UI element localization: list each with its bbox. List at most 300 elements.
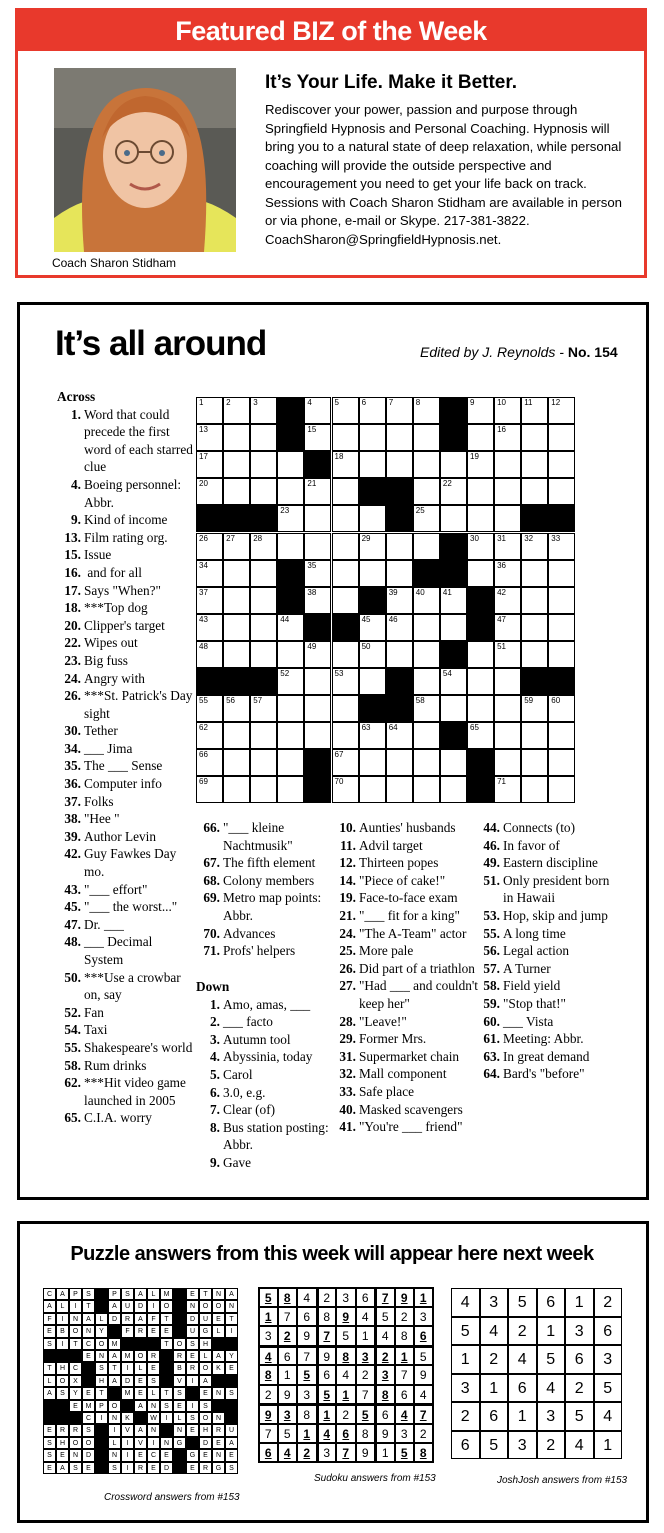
grid-cell[interactable] [521, 722, 548, 749]
grid-cell[interactable] [332, 587, 359, 614]
grid-cell[interactable] [413, 424, 440, 451]
grid-cell[interactable] [386, 451, 413, 478]
grid-cell[interactable] [250, 478, 277, 505]
grid-cell[interactable] [521, 451, 548, 478]
grid-cell[interactable] [250, 614, 277, 641]
black-square [108, 1387, 121, 1399]
grid-cell[interactable] [494, 614, 521, 641]
answer-letter: N [212, 1288, 225, 1300]
grid-cell[interactable] [359, 749, 386, 776]
cell-number: 58 [415, 696, 425, 706]
grid-cell[interactable] [332, 478, 359, 505]
grid-cell[interactable] [332, 722, 359, 749]
answer-letter: O [199, 1362, 212, 1374]
grid-cell[interactable] [548, 722, 575, 749]
grid-cell[interactable] [413, 451, 440, 478]
grid-cell[interactable] [521, 695, 548, 722]
answer-letter: E [56, 1449, 69, 1461]
grid-cell[interactable] [548, 614, 575, 641]
grid-cell[interactable] [440, 587, 467, 614]
answer-letter: Y [95, 1325, 108, 1337]
grid-cell[interactable] [494, 451, 521, 478]
clue-text: Field yield [503, 978, 561, 994]
grid-cell[interactable] [196, 722, 223, 749]
sudoku-cell: 5 [258, 1287, 278, 1307]
grid-cell[interactable] [467, 478, 494, 505]
grid-cell[interactable] [250, 695, 277, 722]
grid-cell[interactable] [359, 560, 386, 587]
answer-letter: E [186, 1350, 199, 1362]
sudoku-cell: 2 [395, 1307, 415, 1327]
grid-cell[interactable] [332, 505, 359, 532]
grid-cell[interactable] [304, 533, 331, 560]
answer-letter: R [186, 1362, 199, 1374]
grid-cell[interactable] [223, 695, 250, 722]
grid-cell[interactable] [223, 722, 250, 749]
grid-cell[interactable] [250, 397, 277, 424]
grid-cell[interactable] [359, 505, 386, 532]
clue-number: 62. [64, 1075, 81, 1091]
black-square [277, 587, 304, 614]
clue-text: Advil target [359, 837, 423, 853]
sudoku-cell: 4 [414, 1385, 434, 1405]
grid-cell[interactable] [413, 397, 440, 424]
cell-number: 68 [470, 750, 479, 760]
answer-letter: N [173, 1424, 186, 1436]
grid-cell[interactable] [467, 424, 494, 451]
clue-text: Boeing personnel: Abbr. [84, 476, 182, 510]
clue-item [476, 1065, 614, 1083]
clue-item [476, 907, 614, 925]
grid-cell[interactable] [386, 397, 413, 424]
grid-cell[interactable] [196, 749, 223, 776]
answer-letter: A [212, 1350, 225, 1362]
grid-cell[interactable] [196, 614, 223, 641]
grid-cell[interactable] [521, 533, 548, 560]
grid-cell[interactable] [521, 397, 548, 424]
grid-cell[interactable] [196, 587, 223, 614]
black-square [95, 1424, 108, 1436]
grid-cell[interactable] [277, 533, 304, 560]
grid-cell[interactable] [277, 505, 304, 532]
sudoku-cell: 6 [317, 1365, 337, 1385]
grid-cell[interactable] [440, 614, 467, 641]
grid-cell[interactable] [440, 776, 467, 803]
black-square [467, 749, 494, 776]
grid-cell[interactable] [386, 722, 413, 749]
clue-item [196, 1101, 336, 1119]
answer-letter: T [225, 1313, 238, 1325]
clue-item [476, 925, 614, 943]
cell-number: 13 [199, 425, 208, 435]
grid-cell[interactable] [304, 505, 331, 532]
clue-number: 21. [339, 907, 356, 923]
sudoku-cell: 6 [414, 1326, 434, 1346]
grid-cell[interactable] [494, 587, 521, 614]
grid-cell[interactable] [304, 641, 331, 668]
grid-cell[interactable] [223, 776, 250, 803]
featured-title: It’s Your Life. Make it Better. [265, 72, 517, 93]
clue-text: In great demand [503, 1048, 590, 1064]
grid-cell[interactable] [467, 397, 494, 424]
grid-cell[interactable] [359, 397, 386, 424]
grid-cell[interactable] [386, 424, 413, 451]
coach-photo [54, 68, 236, 252]
grid-cell[interactable] [304, 397, 331, 424]
grid-cell[interactable] [548, 695, 575, 722]
grid-cell[interactable] [223, 478, 250, 505]
cell-number: 10 [497, 398, 506, 407]
black-square [225, 1338, 238, 1350]
grid-cell[interactable] [250, 776, 277, 803]
clue-item [476, 837, 614, 855]
grid-cell[interactable] [521, 641, 548, 668]
grid-cell[interactable] [467, 451, 494, 478]
grid-cell[interactable] [196, 533, 223, 560]
answer-letter: O [69, 1437, 82, 1449]
clue-number: 33. [339, 1083, 356, 1099]
grid-cell[interactable] [223, 641, 250, 668]
clue-number: 11. [340, 837, 356, 853]
grid-cell[interactable] [521, 776, 548, 803]
grid-cell[interactable] [250, 749, 277, 776]
grid-cell[interactable] [467, 668, 494, 695]
clue-item [332, 1048, 478, 1066]
grid-cell[interactable] [196, 641, 223, 668]
grid-cell[interactable] [196, 560, 223, 587]
answer-letter: O [199, 1412, 212, 1424]
clue-number: 71. [203, 943, 220, 959]
grid-cell[interactable] [196, 478, 223, 505]
grid-cell[interactable] [413, 587, 440, 614]
grid-cell[interactable] [413, 478, 440, 505]
grid-cell[interactable] [548, 451, 575, 478]
down-clues-col3 [476, 819, 614, 1083]
clue-number: 29. [339, 1031, 356, 1047]
sudoku-cell: 3 [395, 1424, 415, 1444]
grid-cell[interactable] [467, 722, 494, 749]
answer-letter: A [225, 1437, 238, 1449]
grid-cell[interactable] [223, 749, 250, 776]
clue-number: 40. [339, 1101, 356, 1117]
cell-number: 69 [199, 777, 208, 787]
grid-cell[interactable] [332, 397, 359, 424]
clue-text: "Hee " [84, 811, 120, 827]
grid-cell[interactable] [250, 641, 277, 668]
clue-number: 48. [64, 934, 81, 950]
grid-cell[interactable] [304, 587, 331, 614]
grid-cell[interactable] [521, 478, 548, 505]
grid-cell[interactable] [332, 695, 359, 722]
grid-cell[interactable] [413, 776, 440, 803]
grid-cell[interactable] [196, 451, 223, 478]
grid-cell[interactable] [494, 478, 521, 505]
cell-number: 36 [497, 560, 506, 570]
grid-cell[interactable] [548, 397, 575, 424]
grid-cell[interactable] [440, 668, 467, 695]
black-square [173, 1462, 186, 1474]
grid-cell[interactable] [332, 776, 359, 803]
answer-letter: I [186, 1375, 199, 1387]
grid-cell[interactable] [494, 749, 521, 776]
grid-cell[interactable] [440, 451, 467, 478]
grid-cell[interactable] [277, 478, 304, 505]
grid-cell[interactable] [494, 695, 521, 722]
grid-cell[interactable] [223, 451, 250, 478]
clue-text: Issue [84, 547, 112, 563]
clue-number: 59. [483, 995, 500, 1011]
sudoku-cell: 2 [356, 1365, 376, 1385]
grid-cell[interactable] [521, 560, 548, 587]
cell-number: 54 [442, 669, 452, 678]
grid-cell[interactable] [332, 533, 359, 560]
clue-item [476, 1048, 614, 1066]
grid-cell[interactable] [386, 587, 413, 614]
grid-cell[interactable] [413, 668, 440, 695]
grid-cell[interactable] [304, 668, 331, 695]
answer-letter: E [43, 1462, 56, 1474]
answer-letter: O [173, 1338, 186, 1350]
answer-letter: U [121, 1300, 134, 1312]
answer-letter: G [199, 1325, 212, 1337]
grid-cell[interactable] [250, 722, 277, 749]
grid-cell[interactable] [494, 505, 521, 532]
clue-item [332, 889, 478, 907]
editor-text: Edited by J. Reynolds - [420, 344, 568, 360]
grid-cell[interactable] [223, 614, 250, 641]
clue-item [332, 854, 478, 872]
clue-item [57, 740, 193, 758]
grid-cell[interactable] [277, 776, 304, 803]
clue-text: ___ Vista [503, 1013, 554, 1029]
answer-letter: E [82, 1462, 95, 1474]
answer-letter: S [147, 1375, 160, 1387]
sudoku-cell: 9 [414, 1365, 434, 1385]
grid-cell[interactable] [548, 533, 575, 560]
grid-cell[interactable] [277, 749, 304, 776]
grid-cell[interactable] [250, 424, 277, 451]
grid-cell[interactable] [359, 614, 386, 641]
grid-cell[interactable] [196, 397, 223, 424]
grid-cell[interactable] [277, 641, 304, 668]
grid-cell[interactable] [440, 695, 467, 722]
grid-cell[interactable] [332, 749, 359, 776]
grid-cell[interactable] [386, 533, 413, 560]
clue-number: 65. [64, 1110, 81, 1126]
clue-text: Angry with [84, 670, 145, 686]
sudoku-cell: 6 [395, 1385, 415, 1405]
grid-cell[interactable] [332, 641, 359, 668]
grid-cell[interactable] [494, 397, 521, 424]
grid-cell[interactable] [386, 749, 413, 776]
grid-cell[interactable] [332, 451, 359, 478]
black-square [413, 560, 440, 587]
grid-cell[interactable] [332, 560, 359, 587]
sudoku-cell: 9 [395, 1287, 415, 1307]
clue-item [196, 889, 336, 924]
clue-item [57, 546, 193, 564]
grid-cell[interactable] [359, 424, 386, 451]
grid-cell[interactable] [413, 749, 440, 776]
joshjosh-answers-caption: JoshJosh answers from #153 [497, 1475, 628, 1486]
sudoku-cell: 8 [317, 1307, 337, 1327]
grid-cell[interactable] [359, 722, 386, 749]
answer-letter: S [108, 1462, 121, 1474]
grid-cell[interactable] [332, 424, 359, 451]
clue-item [57, 757, 193, 775]
grid-cell[interactable] [548, 424, 575, 451]
grid-cell[interactable] [250, 533, 277, 560]
grid-cell[interactable] [250, 451, 277, 478]
grid-cell[interactable] [413, 641, 440, 668]
clue-item [57, 916, 193, 934]
clue-number: 60. [483, 1013, 500, 1029]
cell-number: 70 [334, 777, 344, 787]
grid-cell[interactable] [250, 560, 277, 587]
grid-cell[interactable] [494, 668, 521, 695]
grid-cell[interactable] [413, 533, 440, 560]
grid-cell[interactable] [332, 668, 359, 695]
black-square [160, 1424, 173, 1436]
answer-letter: E [186, 1288, 199, 1300]
grid-cell[interactable] [548, 776, 575, 803]
clue-number: 54. [64, 1022, 81, 1038]
grid-cell[interactable] [304, 695, 331, 722]
grid-cell[interactable] [223, 424, 250, 451]
grid-cell[interactable] [196, 695, 223, 722]
answer-letter: A [225, 1288, 238, 1300]
joshjosh-cell: 6 [480, 1402, 509, 1431]
grid-cell[interactable] [277, 722, 304, 749]
cell-number: 65 [470, 723, 479, 733]
grid-cell[interactable] [386, 614, 413, 641]
grid-cell[interactable] [386, 641, 413, 668]
grid-cell[interactable] [223, 397, 250, 424]
clue-number: 32. [339, 1066, 356, 1082]
grid-cell[interactable] [304, 560, 331, 587]
clue-item [196, 1066, 336, 1084]
clue-number: 26. [339, 960, 356, 976]
grid-cell[interactable] [386, 560, 413, 587]
sudoku-cell: 1 [336, 1385, 356, 1405]
black-square [160, 1375, 173, 1387]
answer-letter: L [108, 1437, 121, 1449]
grid-cell[interactable] [250, 587, 277, 614]
grid-cell[interactable] [494, 424, 521, 451]
grid-cell[interactable] [304, 478, 331, 505]
grid-cell[interactable] [467, 695, 494, 722]
grid-cell[interactable] [440, 505, 467, 532]
grid-cell[interactable] [413, 695, 440, 722]
cell-number: 16 [497, 425, 506, 435]
grid-cell[interactable] [440, 749, 467, 776]
grid-cell[interactable] [413, 722, 440, 749]
grid-cell[interactable] [304, 722, 331, 749]
clue-number: 46. [483, 837, 500, 853]
grid-cell[interactable] [494, 776, 521, 803]
grid-cell[interactable] [359, 668, 386, 695]
grid-cell[interactable] [494, 641, 521, 668]
grid-cell[interactable] [467, 560, 494, 587]
black-square [440, 424, 467, 451]
grid-cell[interactable] [223, 533, 250, 560]
answer-letter: E [212, 1313, 225, 1325]
sudoku-cell: 4 [297, 1287, 317, 1307]
grid-cell[interactable] [196, 776, 223, 803]
clue-text: Rum drinks [84, 1057, 147, 1073]
clue-number: 64. [483, 1066, 500, 1082]
answer-letter: S [160, 1400, 173, 1412]
sudoku-cell: 8 [395, 1326, 415, 1346]
clue-text: "Piece of cake!" [359, 872, 446, 888]
grid-cell[interactable] [223, 560, 250, 587]
black-square [69, 1350, 82, 1362]
clue-item [196, 1048, 336, 1066]
grid-cell[interactable] [440, 478, 467, 505]
clue-text: Tether [84, 723, 118, 739]
grid-cell[interactable] [277, 451, 304, 478]
grid-cell[interactable] [413, 614, 440, 641]
grid-cell[interactable] [521, 614, 548, 641]
answer-letter: L [95, 1313, 108, 1325]
grid-cell[interactable] [467, 533, 494, 560]
clue-item [196, 1013, 336, 1031]
sudoku-cell: 7 [258, 1424, 278, 1444]
cell-number: 15 [307, 425, 317, 435]
grid-cell[interactable] [548, 478, 575, 505]
grid-cell[interactable] [277, 614, 304, 641]
answer-letter: E [82, 1387, 95, 1399]
grid-cell[interactable] [359, 533, 386, 560]
grid-cell[interactable] [359, 776, 386, 803]
grid-cell[interactable] [548, 560, 575, 587]
grid-cell[interactable] [548, 587, 575, 614]
grid-cell[interactable] [413, 505, 440, 532]
clue-item [196, 925, 336, 943]
grid-cell[interactable] [277, 695, 304, 722]
grid-cell[interactable] [304, 424, 331, 451]
grid-cell[interactable] [494, 560, 521, 587]
grid-cell[interactable] [494, 722, 521, 749]
clue-number: 68. [203, 872, 220, 888]
grid-cell[interactable] [223, 587, 250, 614]
black-square [43, 1350, 56, 1362]
grid-cell[interactable] [494, 533, 521, 560]
answer-letter: Y [225, 1350, 238, 1362]
grid-cell[interactable] [467, 641, 494, 668]
grid-cell[interactable] [359, 451, 386, 478]
black-square [147, 1338, 160, 1350]
grid-cell[interactable] [467, 505, 494, 532]
clue-item [57, 476, 193, 511]
answer-letter: N [147, 1424, 160, 1436]
grid-cell[interactable] [386, 776, 413, 803]
grid-cell[interactable] [548, 641, 575, 668]
grid-cell[interactable] [521, 424, 548, 451]
clue-number: 30. [64, 723, 81, 739]
grid-cell[interactable] [277, 668, 304, 695]
answer-letter: S [225, 1387, 238, 1399]
grid-cell[interactable] [521, 749, 548, 776]
answer-letter: R [212, 1424, 225, 1436]
grid-cell[interactable] [548, 749, 575, 776]
grid-cell[interactable] [196, 424, 223, 451]
clue-text: Bard's "before" [503, 1066, 585, 1082]
grid-cell[interactable] [521, 587, 548, 614]
grid-cell[interactable] [359, 641, 386, 668]
black-square [173, 1313, 186, 1325]
black-square [304, 776, 331, 803]
